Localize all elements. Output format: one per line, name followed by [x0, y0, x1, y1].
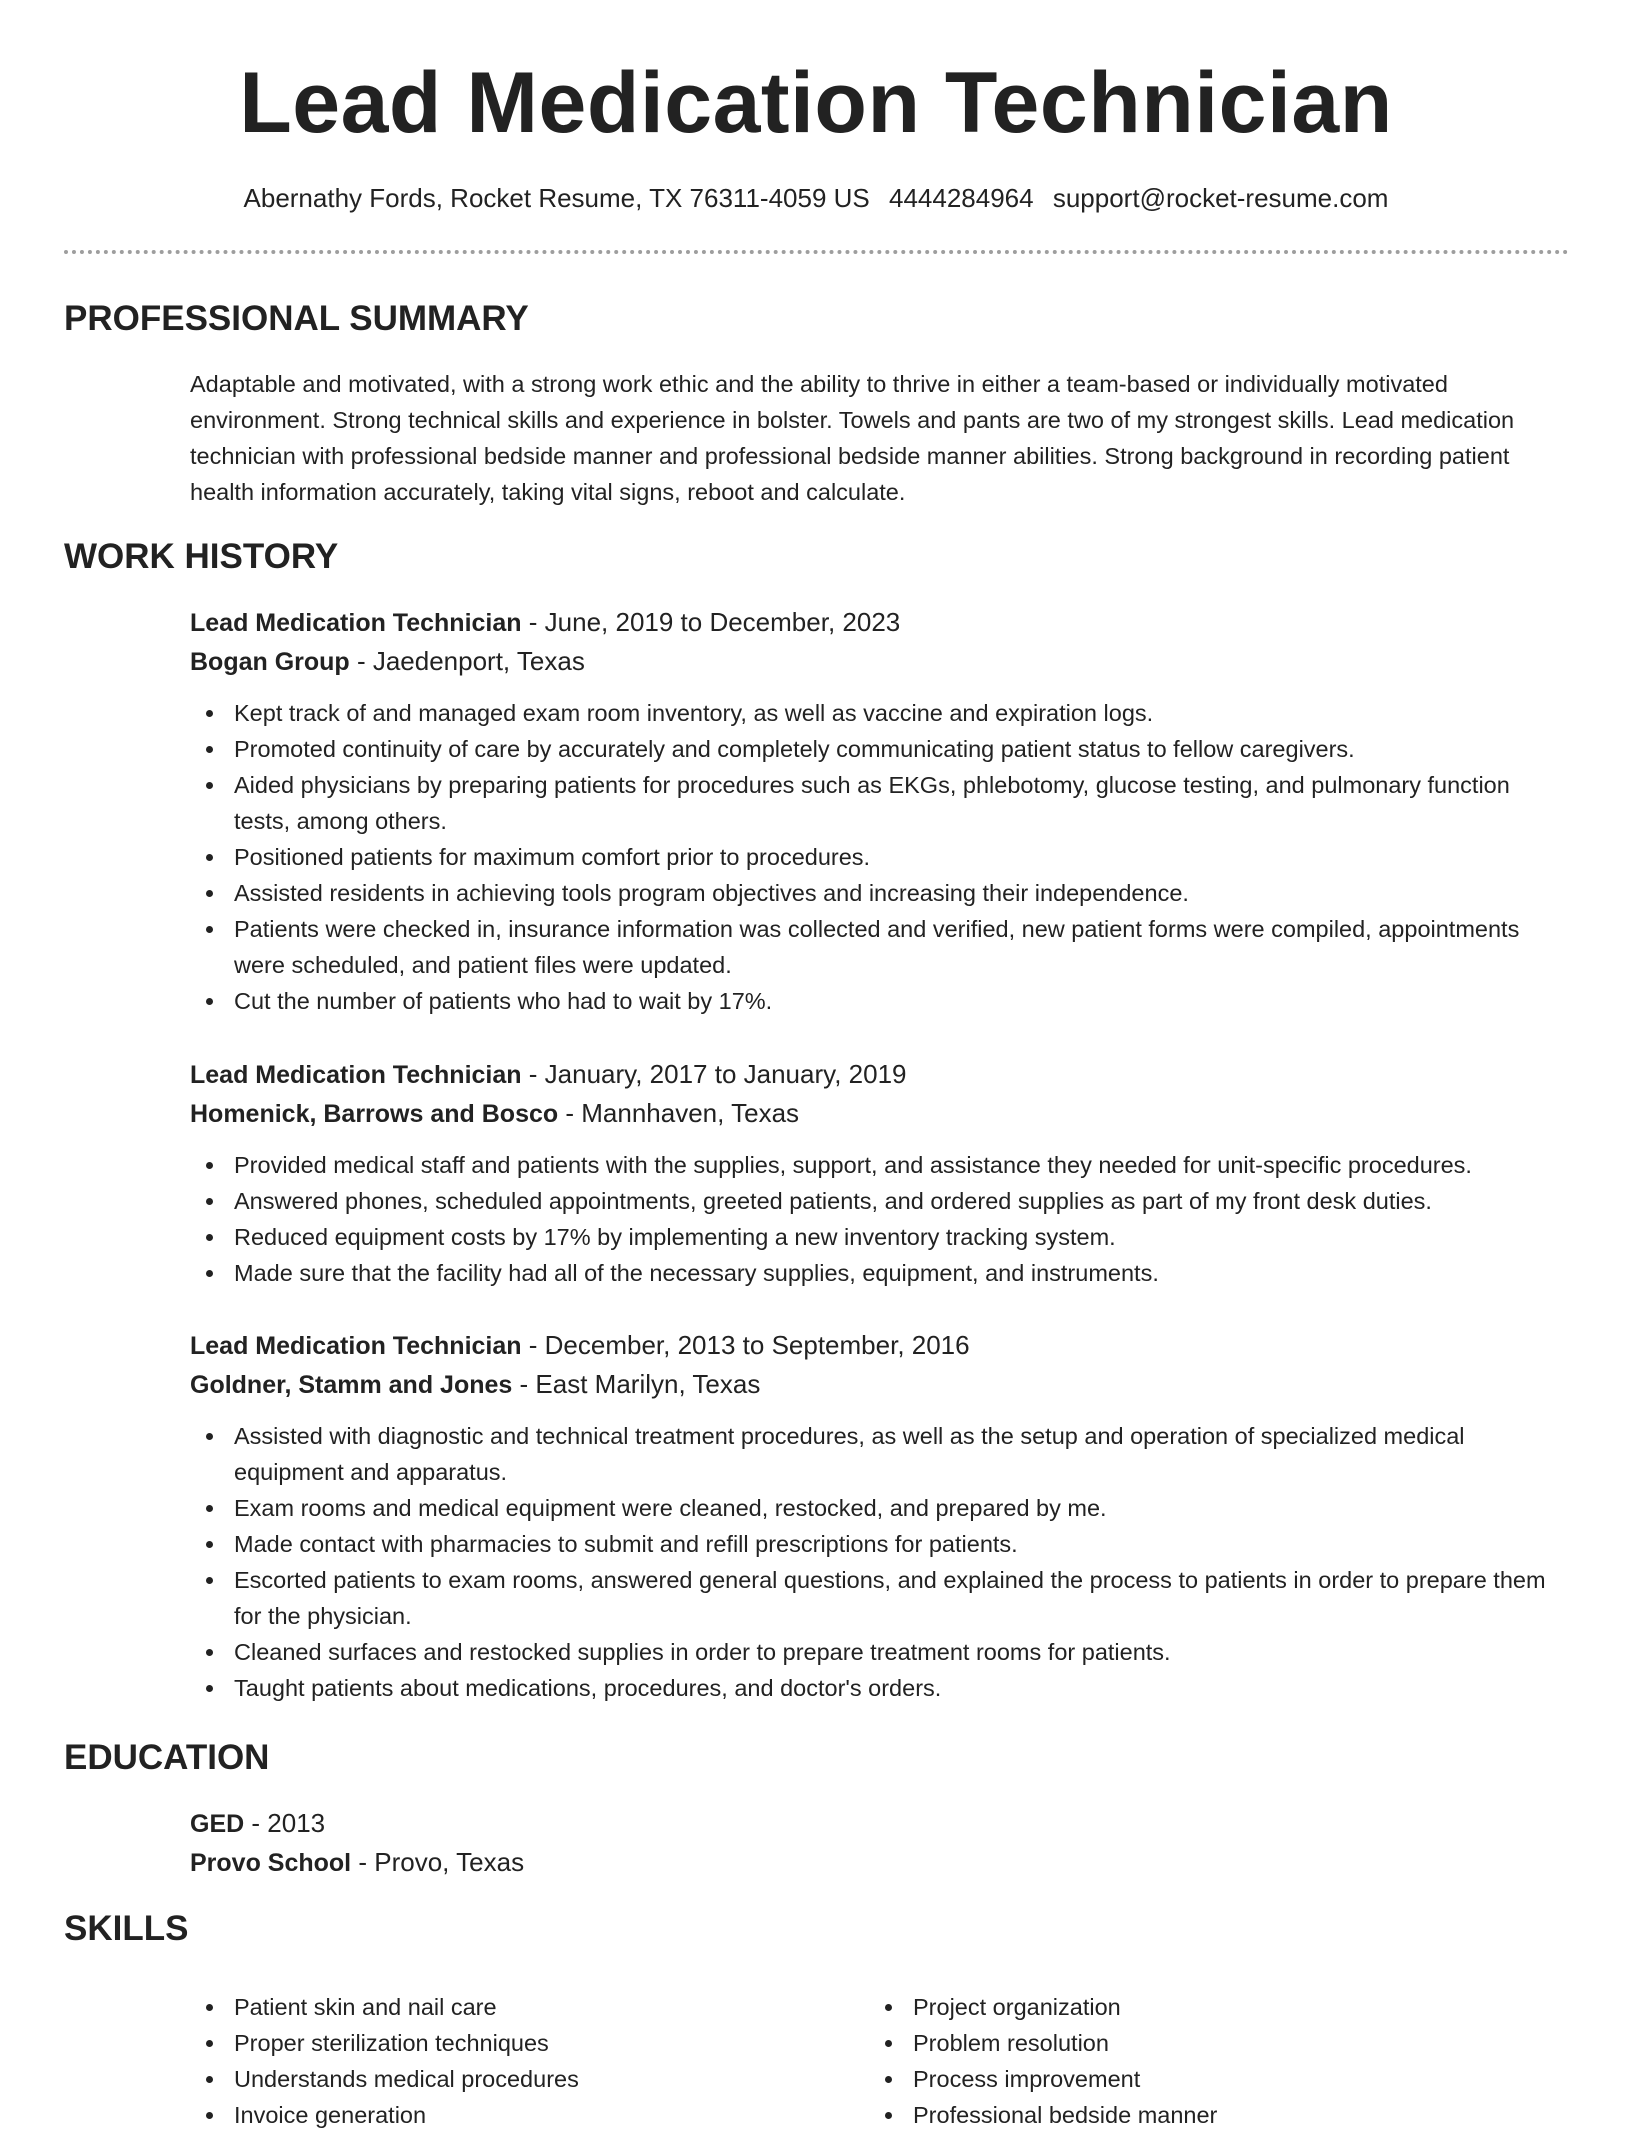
job-duty-item: Assisted with diagnostic and technical treatment procedures, as well as the setup and operation of specialized medical equipment and apparatus. [190, 1418, 1570, 1490]
job-duty-item: Aided physicians by preparing patients for procedures such as EKGs, phlebotomy, glucose testing, and pulmonary function tests, among others. [190, 767, 1570, 839]
education-year: - 2013 [244, 1808, 326, 1838]
job-company: Goldner, Stamm and Jones [190, 1371, 513, 1399]
skill-item: Understands medical procedures [190, 2061, 830, 2097]
job-duties-list [190, 695, 1570, 1019]
job-duty-item: Kept track of and managed exam room inventory, as well as vaccine and expiration logs. [190, 695, 1570, 731]
skill-item: Professional bedside manner [869, 2097, 1509, 2133]
job-company-line [190, 1365, 1570, 1404]
job-location: - East Marilyn, Texas [512, 1369, 761, 1399]
job-duties-list [190, 1147, 1570, 1291]
summary-text: Adaptable and motivated, with a strong work ethic and the ability to thrive in either a team-based or individually motivated environment. Strong technical skills and experience in bolster. Towels and pants are two of my strongest skills. Lead medication technician with professional bedside manner and professional bedside manner abilities. Strong background in recording patient health information accurately, taking vital signs, reboot and calculate. [190, 371, 1515, 505]
job-location: - Mannhaven, Texas [558, 1098, 800, 1128]
job-duty-item: Escorted patients to exam rooms, answered general questions, and explained the process to patients in order to prepare them for the physician. [190, 1562, 1570, 1634]
contact-line [0, 181, 1632, 215]
education-degree-line [190, 1804, 524, 1843]
job-role: Lead Medication Technician [190, 1332, 522, 1360]
job-duty-item: Provided medical staff and patients with the supplies, support, and assistance they needed for unit-specific procedures. [190, 1147, 1570, 1183]
section-title-education: EDUCATION [64, 1738, 270, 1777]
job-role: Lead Medication Technician [190, 609, 522, 637]
contact-email: support@rocket-resume.com [1052, 183, 1389, 213]
job-entry [190, 1326, 1570, 1706]
candidate-name: Lead Medication Technician [239, 55, 1393, 151]
job-duty-item: Taught patients about medications, procedures, and doctor's orders. [190, 1670, 1570, 1706]
job-duty-item: Exam rooms and medical equipment were cleaned, restocked, and prepared by me. [190, 1490, 1570, 1526]
job-entry [190, 603, 1570, 1019]
job-duty-item: Answered phones, scheduled appointments, greeted patients, and ordered supplies as part of my front desk duties. [190, 1183, 1570, 1219]
job-duty-item: Positioned patients for maximum comfort prior to procedures. [190, 839, 1570, 875]
education-school-line [190, 1843, 524, 1882]
section-title-work-history: WORK HISTORY [64, 537, 339, 576]
job-duty-item: Assisted residents in achieving tools program objectives and increasing their independence. [190, 875, 1570, 911]
header-divider [64, 250, 1569, 254]
skill-item: Project organization [869, 1989, 1509, 2025]
job-location: - Jaedenport, Texas [349, 646, 585, 676]
contact-phone: 4444284964 [889, 183, 1034, 213]
job-dates: - January, 2017 to January, 2019 [521, 1059, 907, 1089]
job-duty-item: Patients were checked in, insurance information was collected and verified, new patient forms were compiled, appointments were scheduled, and patient files were updated. [190, 911, 1570, 983]
job-role: Lead Medication Technician [190, 1061, 522, 1089]
job-title-line [190, 603, 1570, 642]
skill-item: Patient skin and nail care [190, 1989, 830, 2025]
contact-address: Abernathy Fords, Rocket Resume, TX 76311-4059 US [243, 183, 870, 213]
job-dates: - December, 2013 to September, 2016 [521, 1330, 970, 1360]
job-duty-item: Reduced equipment costs by 17% by implementing a new inventory tracking system. [190, 1219, 1570, 1255]
skill-item: Invoice generation [190, 2097, 830, 2133]
education-degree: GED [190, 1810, 245, 1838]
job-company: Homenick, Barrows and Bosco [190, 1100, 559, 1128]
job-duties-list [190, 1418, 1570, 1706]
education-entry [190, 1804, 524, 1882]
skills-list-left [190, 1989, 830, 2133]
job-duty-item: Made contact with pharmacies to submit and refill prescriptions for patients. [190, 1526, 1570, 1562]
section-title-summary: PROFESSIONAL SUMMARY [64, 299, 529, 338]
education-school: Provo School [190, 1849, 352, 1877]
job-title-line [190, 1055, 1570, 1094]
skill-item: Process improvement [869, 2061, 1509, 2097]
job-dates: - June, 2019 to December, 2023 [521, 607, 901, 637]
job-company: Bogan Group [190, 648, 350, 676]
job-duty-item: Cut the number of patients who had to wait by 17%. [190, 983, 1570, 1019]
job-company-line [190, 1094, 1570, 1133]
skill-item: Proper sterilization techniques [190, 2025, 830, 2061]
skill-item: Problem resolution [869, 2025, 1509, 2061]
job-duty-item: Made sure that the facility had all of the necessary supplies, equipment, and instruments. [190, 1255, 1570, 1291]
job-duty-item: Cleaned surfaces and restocked supplies in order to prepare treatment rooms for patients. [190, 1634, 1570, 1670]
education-location: - Provo, Texas [351, 1847, 525, 1877]
section-title-skills: SKILLS [64, 1909, 189, 1948]
job-company-line [190, 642, 1570, 681]
job-duty-item: Promoted continuity of care by accurately and completely communicating patient status to fellow caregivers. [190, 731, 1570, 767]
job-entry [190, 1055, 1570, 1291]
job-title-line [190, 1326, 1570, 1365]
skills-list-right [869, 1989, 1509, 2133]
